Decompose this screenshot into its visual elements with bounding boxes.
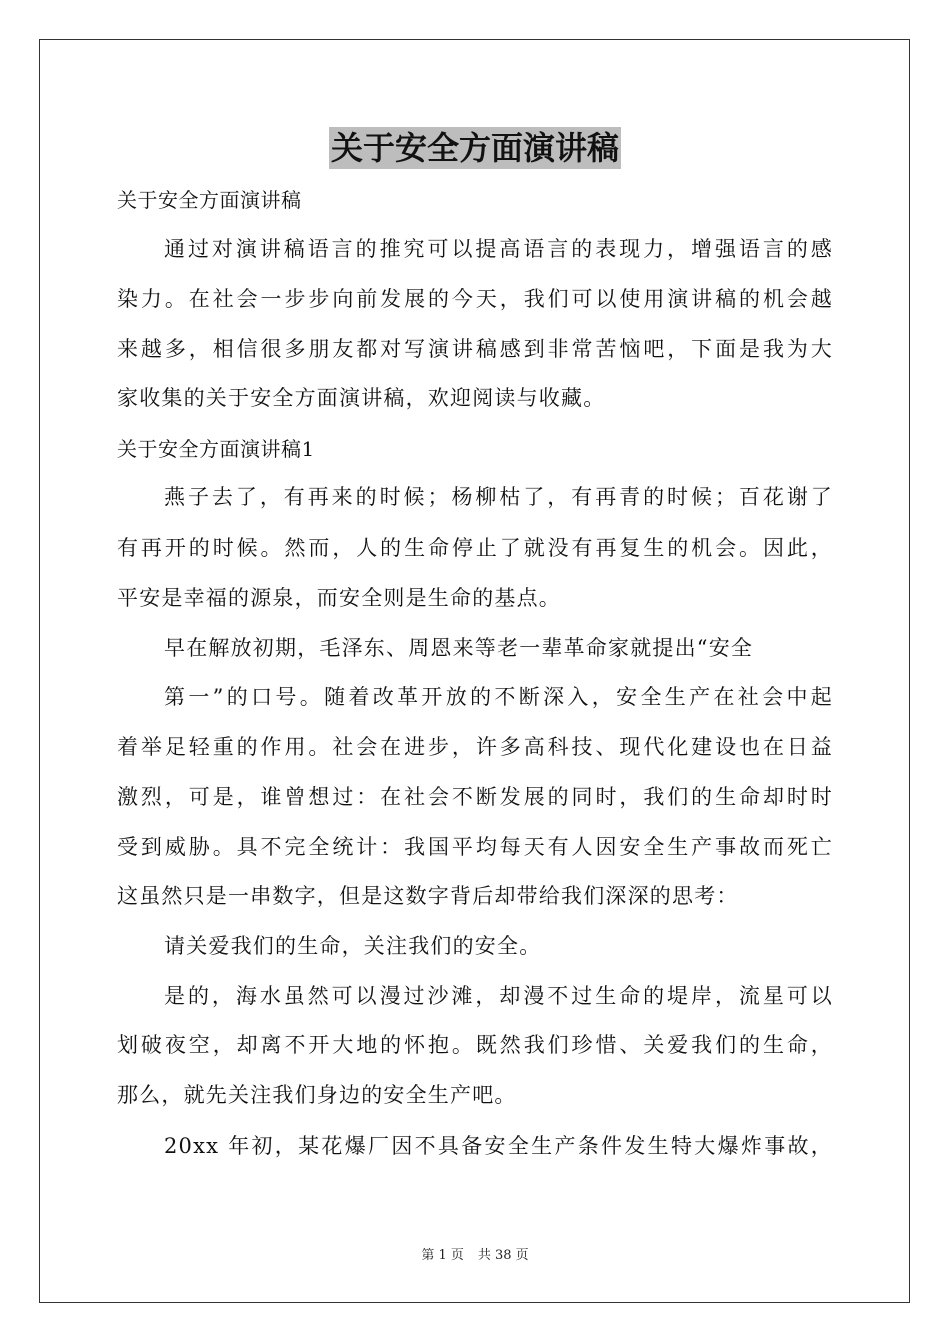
paragraph-line: 20xx 年初，某花爆厂因不具备安全生产条件发生特大爆炸事故， (164, 1134, 833, 1158)
paragraph-line: 家收集的关于安全方面演讲稿，欢迎阅读与收藏。 (117, 386, 606, 410)
paragraph-line: 这虽然只是一串数字，但是这数字背后却带给我们深深的思考： (117, 884, 739, 908)
title-wrapper (0, 127, 950, 169)
page-total: 共 38 页 (477, 1248, 529, 1263)
paragraph-line: 染力。在社会一步步向前发展的今天，我们可以使用演讲稿的机会越 (117, 287, 833, 311)
paragraph-line: 通过对演讲稿语言的推究可以提高语言的表现力，增强语言的感 (164, 237, 833, 261)
paragraph-line: 激烈，可是，谁曾想过：在社会不断发展的同时，我们的生命却时时 (117, 785, 833, 809)
page-number: 第 1 页 (421, 1248, 464, 1263)
paragraph-line: 有再开的时候。然而，人的生命停止了就没有再复生的机会。因此， (117, 536, 833, 560)
paragraph-line: 着举足轻重的作用。社会在进步，许多高科技、现代化建设也在日益 (117, 735, 833, 759)
paragraph-line: 划破夜空，却离不开大地的怀抱。既然我们珍惜、关爱我们的生命， (117, 1033, 833, 1057)
paragraph-line: 早在解放初期，毛泽东、周恩来等老一辈革命家就提出“安全 (164, 636, 754, 660)
page-footer (0, 1247, 950, 1265)
document-title: 关于安全方面演讲稿 (330, 129, 619, 167)
paragraph-line: 平安是幸福的源泉，而安全则是生命的基点。 (117, 586, 561, 610)
paragraph-line: 是的，海水虽然可以漫过沙滩，却漫不过生命的堤岸，流星可以 (164, 984, 833, 1008)
paragraph-line: 燕子去了，有再来的时候；杨柳枯了，有再青的时候；百花谢了 (164, 485, 833, 509)
section-heading: 关于安全方面演讲稿1 (117, 437, 315, 461)
paragraph-line: 受到威胁。具不完全统计：我国平均每天有人因安全生产事故而死亡 (117, 835, 833, 859)
paragraph-line: 来越多，相信很多朋友都对写演讲稿感到非常苦恼吧，下面是我为大 (117, 337, 833, 361)
paragraph-line: 请关爱我们的生命，关注我们的安全。 (164, 934, 542, 958)
paragraph-line: 第一”的口号。随着改革开放的不断深入，安全生产在社会中起 (164, 685, 833, 709)
paragraph-line: 那么，就先关注我们身边的安全生产吧。 (117, 1083, 517, 1107)
page-border (39, 39, 910, 1303)
subtitle-line: 关于安全方面演讲稿 (117, 188, 302, 212)
